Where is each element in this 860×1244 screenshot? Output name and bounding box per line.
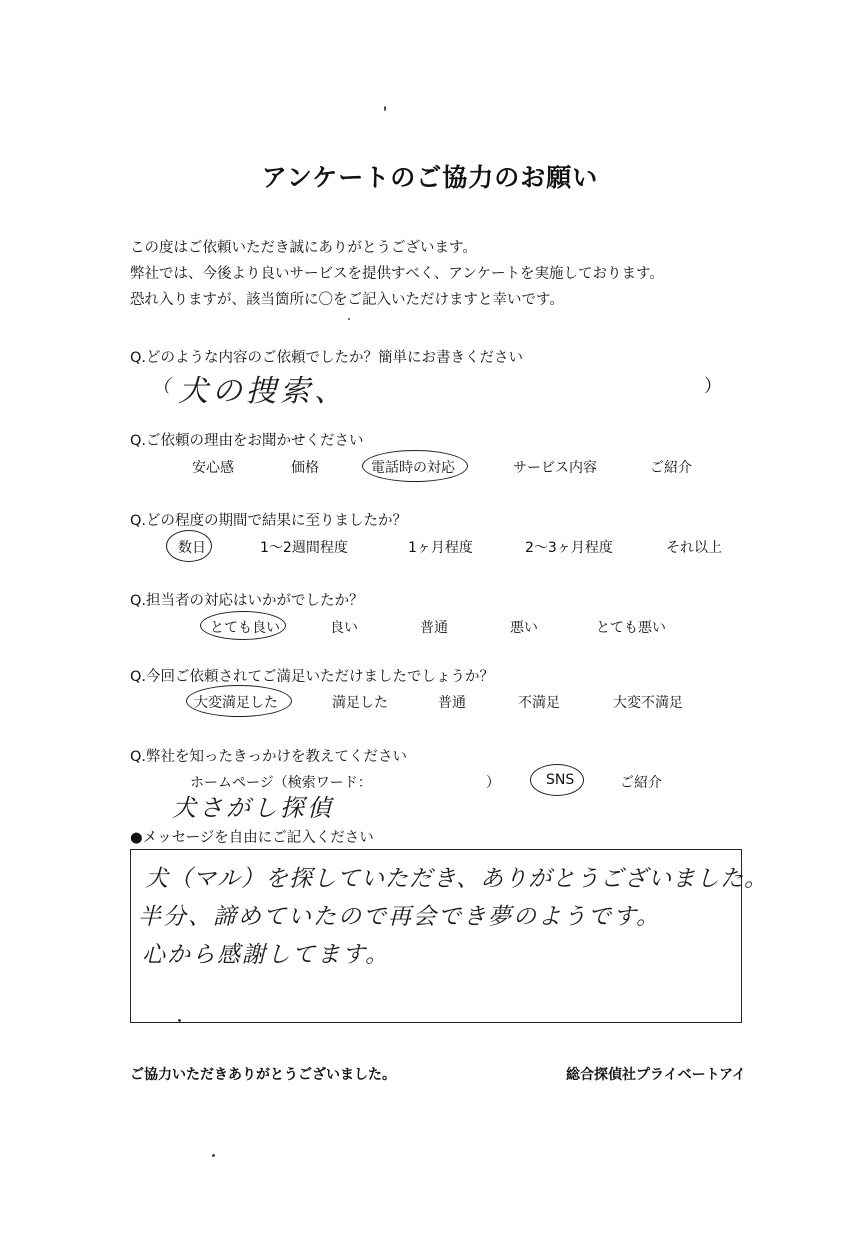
- q6-question: Q.弊社を知ったきっかけを教えてください: [130, 749, 408, 765]
- footer-thanks: ご協力いただきありがとうございました。: [130, 1067, 396, 1083]
- q1-answer[interactable]: 犬の捜索、: [178, 374, 348, 409]
- q4-option-bad[interactable]: 悪い: [510, 620, 538, 636]
- intro-line-3: 恐れ入りますが、該当箇所に〇をご記入いただけますと幸いです。: [130, 292, 564, 308]
- q6-homepage-label[interactable]: ホームページ（検索ワード：: [190, 775, 372, 791]
- scan-speck: [212, 1154, 215, 1157]
- message-line-2: 半分、諦めていたので再会でき夢のようです。: [138, 904, 662, 930]
- q2-selection-circle: [362, 450, 468, 482]
- q5-question: Q.今回ご依頼されてご満足いただけましたでしょうか？: [130, 669, 495, 685]
- scan-speck: [348, 318, 350, 320]
- intro-line-2: 弊社では、今後より良いサービスを提供すべく、アンケートを実施しております。: [130, 266, 664, 282]
- q1-question: Q.どのような内容のご依頼でしたか？簡単にお書きください: [130, 350, 524, 366]
- q2-option-price[interactable]: 価格: [291, 460, 319, 476]
- q6-selection-circle: [530, 764, 584, 796]
- q4-selection-circle: [200, 611, 286, 640]
- q5-selection-circle: [186, 685, 292, 717]
- q3-selection-circle: [166, 530, 212, 562]
- q5-option-normal[interactable]: 普通: [438, 695, 466, 711]
- q3-option-1-2-weeks[interactable]: 1～2週間程度: [260, 540, 348, 556]
- q4-option-very-bad[interactable]: とても悪い: [596, 620, 666, 636]
- q3-option-longer[interactable]: それ以上: [666, 540, 722, 556]
- message-heading: ●メッセージを自由にご記入ください: [130, 830, 374, 846]
- q6-search-word[interactable]: 犬さがし探偵: [172, 794, 334, 822]
- q3-option-few-days[interactable]: 数日: [178, 540, 206, 556]
- survey-title: アンケートのご協力のお願い: [261, 163, 599, 192]
- message-line-1: 犬（マル）を探していただき、ありがとうございました。: [145, 866, 769, 892]
- q4-question: Q.担当者の対応はいかがでしたか？: [130, 593, 364, 609]
- footer-company: 総合探偵社プライベートアイ: [566, 1067, 746, 1083]
- q2-option-phone-response[interactable]: 電話時の対応: [371, 460, 455, 476]
- scan-speck: [384, 106, 386, 111]
- message-line-3: 心から感謝してます。: [142, 942, 391, 968]
- q5-option-very-satisfied[interactable]: 大変満足した: [194, 695, 278, 711]
- q4-option-normal[interactable]: 普通: [420, 620, 448, 636]
- q6-option-referral[interactable]: ご紹介: [620, 775, 662, 791]
- q3-question: Q.どの程度の期間で結果に至りましたか？: [130, 513, 408, 529]
- intro-line-1: この度はご依頼いただき誠にありがとうございます。: [130, 240, 477, 256]
- q6-close-paren: ）: [486, 775, 500, 791]
- q3-option-1-month[interactable]: 1ヶ月程度: [408, 540, 473, 556]
- q4-option-very-good[interactable]: とても良い: [210, 620, 280, 636]
- q4-option-good[interactable]: 良い: [330, 620, 358, 636]
- q2-question: Q.ご依頼の理由をお聞かせください: [130, 433, 364, 449]
- q1-open-paren: （: [152, 376, 170, 397]
- q2-option-service[interactable]: サービス内容: [513, 460, 597, 476]
- q3-option-2-3-months[interactable]: 2～3ヶ月程度: [525, 540, 613, 556]
- q2-option-anshinkan[interactable]: 安心感: [192, 460, 234, 476]
- q6-option-sns[interactable]: SNS: [546, 772, 575, 788]
- q1-close-paren: ）: [704, 376, 722, 397]
- q2-option-referral[interactable]: ご紹介: [650, 460, 692, 476]
- scan-speck: [178, 1019, 181, 1022]
- q5-option-very-unsatisfied[interactable]: 大変不満足: [613, 695, 683, 711]
- q5-option-unsatisfied[interactable]: 不満足: [518, 695, 560, 711]
- q5-option-satisfied[interactable]: 満足した: [332, 695, 388, 711]
